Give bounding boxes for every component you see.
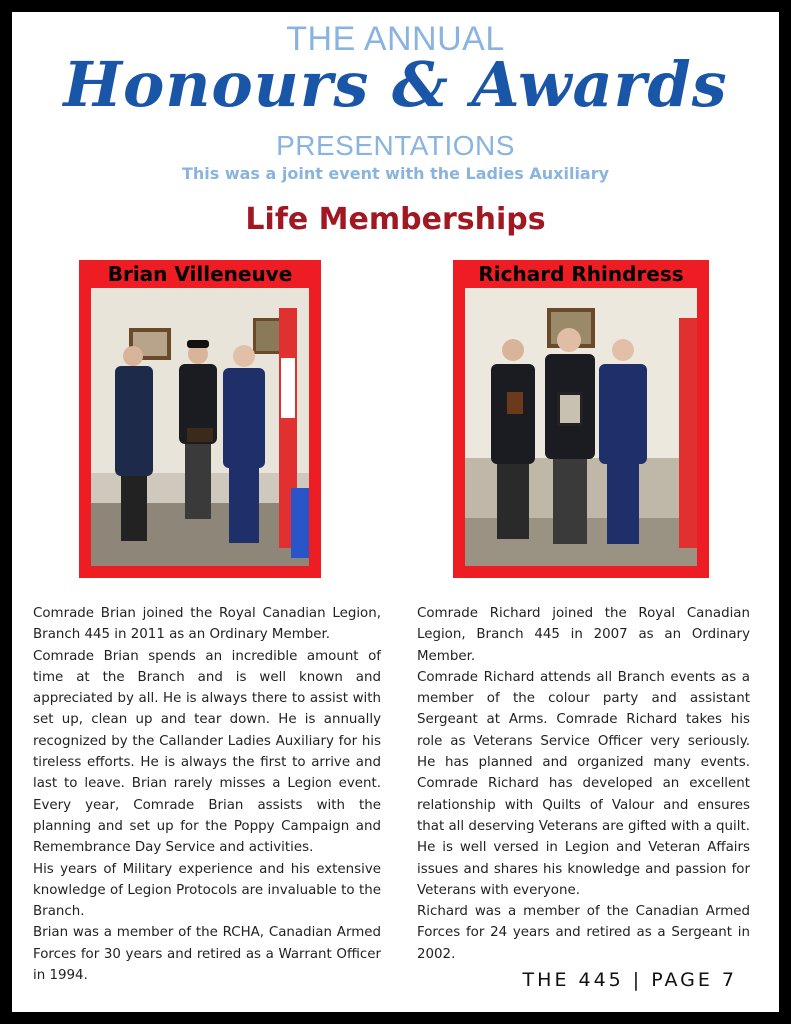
brian-paragraph-3: His years of Military experience and his extensive knowledge of Legion Protocols are invaluable to the Branch. <box>33 861 381 920</box>
header-subtitle: This was a joint event with the Ladies Auxiliary <box>181 164 610 183</box>
section-title: Life Memberships <box>245 202 546 237</box>
article-brian <box>33 603 381 986</box>
header-presentations: PRESENTATIONS <box>276 130 515 161</box>
newsletter-page <box>12 12 779 1012</box>
header-the-annual: THE ANNUAL <box>286 20 505 58</box>
photo-frame-brian <box>79 260 321 578</box>
photo-brian-presentation <box>91 288 309 566</box>
richard-paragraph-1: Comrade Richard joined the Royal Canadian Legion, Branch 445 in 2007 as an Ordinary Member. <box>417 606 750 664</box>
photo-richard-presentation <box>465 288 697 566</box>
brian-paragraph-2: Comrade Brian spends an incredible amount of time at the Branch and is well known and appreciated by all. He is always there to assist with set up, clean up and tear down. He is annually recognized by the Callander Ladies Auxiliary for his tireless efforts. He is always the first to arrive and last to leave. Brian rarely misses a Legion event. Every year, Comrade Brian assists with the planning and set up for the Poppy Campaign and Remembrance Day Service and activities. <box>33 648 381 856</box>
article-richard <box>417 603 750 965</box>
photo-caption-brian: Brian Villeneuve <box>107 262 293 286</box>
brian-paragraph-4: Brian was a member of the RCHA, Canadian Armed Forces for 30 years and retired as a Warrant Officer in 1994. <box>33 925 381 984</box>
richard-paragraph-3: Richard was a member of the Canadian Armed Forces for 24 years and retired as a Sergeant in 2002. <box>417 904 750 962</box>
photo-frame-richard <box>453 260 709 578</box>
page-footer: THE 445 | PAGE 7 <box>522 969 737 991</box>
header-honours-awards: Honours & Awards <box>63 48 728 121</box>
richard-paragraph-2: Comrade Richard attends all Branch events as a member of the colour party and assistant Sergeant at Arms. Comrade Richard takes his role as Veterans Service Officer very seriously. He has planned and organized many events. Comrade Richard has developed an excellent relationship with Quilts of Valour and ensures that all deserving Veterans are gifted with a quilt. He is well versed in Legion and Veteran Affairs issues and shares his knowledge and passion for Veterans with everyone. <box>417 669 750 898</box>
photo-caption-richard: Richard Rhindress <box>478 262 684 286</box>
brian-paragraph-1: Comrade Brian joined the Royal Canadian Legion, Branch 445 in 2011 as an Ordinary Member. <box>33 606 381 643</box>
